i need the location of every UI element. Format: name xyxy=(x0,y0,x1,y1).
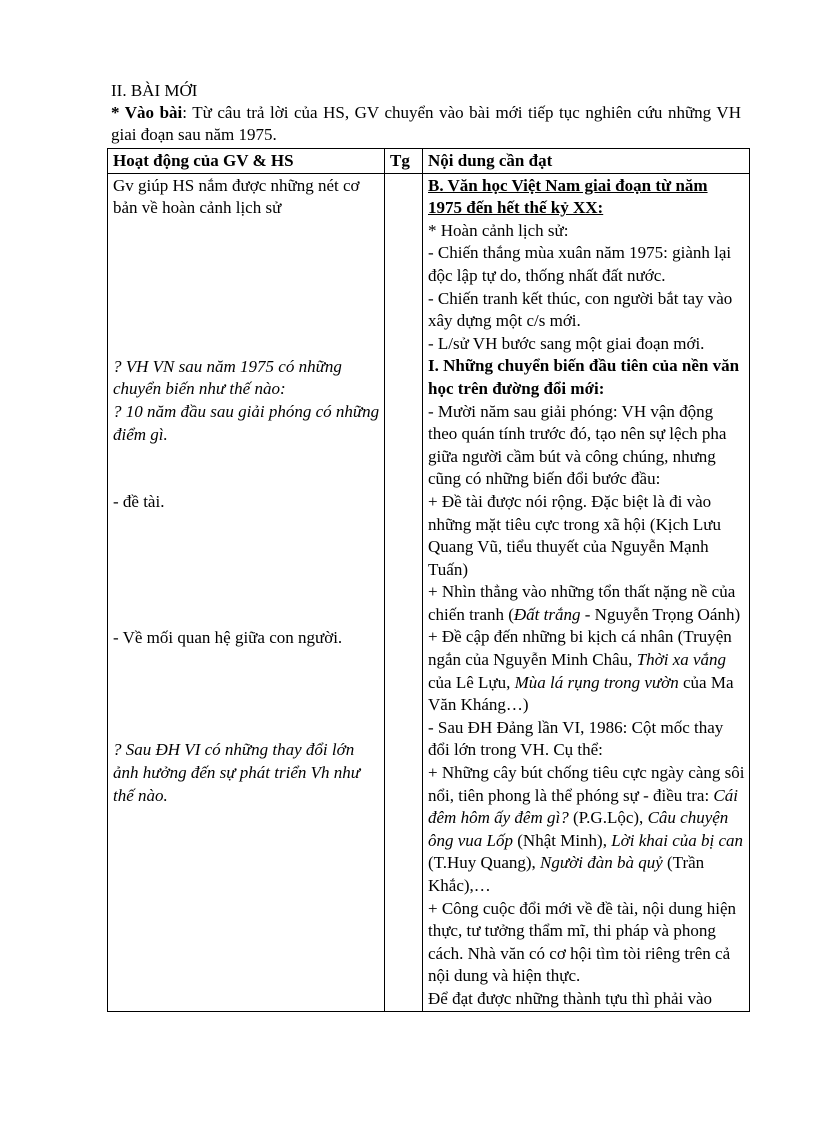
part-1-title: I. Những chuyển biến đầu tiên của nền văn học trên đường đổi mới: xyxy=(428,356,740,398)
topic-point-3: + Đề cập đến những bi kịch cá nhân (Truyện ngắn của Nguyễn Minh Châu, Thời xa vắng của Lê Lựu, Mùa lá rụng trong vườn của Ma Văn Kháng…) xyxy=(428,627,734,715)
table-header-row xyxy=(108,149,750,174)
time-cell xyxy=(385,173,423,1011)
work-title: Thời xa vắng xyxy=(636,650,727,670)
intro-label: * Vào bài xyxy=(111,103,183,122)
work-title: Người đàn bà quỷ xyxy=(540,853,663,873)
header-activities: Hoạt động của GV & HS xyxy=(108,149,385,174)
content-cell xyxy=(423,173,750,1011)
topic-point-2: + Nhìn thẳng vào những tổn thất nặng nề của chiến tranh (Đất trắng - Nguyễn Trọng Oánh) xyxy=(428,582,741,624)
activity-relationships: - Về mối quan hệ giữa con người. xyxy=(113,627,343,647)
header-content: Nội dung cần đạt xyxy=(423,149,750,174)
congress-paragraph: - Sau ĐH Đảng lần VI, 1986: Cột mốc thay đổi lớn trong VH. Cụ thể: xyxy=(428,717,724,760)
activity-context: Gv giúp HS nắm được những nét cơ bản về hoàn cảnh lịch sử xyxy=(113,175,360,218)
context-point-2: - Chiến tranh kết thúc, con người bắt tay vào xây dựng một c/s mới. xyxy=(428,288,733,331)
section-b-title: B. Văn học Việt Nam giai đoạn từ năm 1975 đến hết thế kỷ XX: xyxy=(428,175,708,218)
intro-paragraph xyxy=(111,102,741,146)
renewal-point: + Công cuộc đổi mới về đề tài, nội dung hiện thực, tư tưởng thẩm mĩ, thi pháp và phong cách. Nhà văn có cơ hội tìm tòi riêng trên cả nội dung và hiện thực. xyxy=(428,898,737,986)
section-heading: II. BÀI MỚI xyxy=(111,81,198,100)
work-title: Mùa lá rụng trong vườn xyxy=(514,672,679,692)
context-point-1: - Chiến thắng mùa xuân năm 1975: giành lại độc lập tự do, thống nhất đất nước. xyxy=(428,243,732,285)
work-title: Câu chuyện ông vua Lốp xyxy=(428,808,729,850)
lesson-table xyxy=(107,148,750,1012)
work-title: Đất trắng xyxy=(513,604,581,624)
work-title: Lời khai của bị can xyxy=(611,830,744,850)
question-ten-years: ? 10 năm đầu sau giải phóng có những điểm gì. xyxy=(113,401,380,444)
work-title: Cái đêm hôm ấy đêm gì? xyxy=(428,785,738,828)
activity-topic: - đề tài. xyxy=(113,492,165,512)
intro-text: : Từ câu trả lời của HS, GV chuyển vào bài mới tiếp tục nghiên cứu những VH giai đoạn sau năm 1975. xyxy=(111,103,741,144)
question-changes: ? VH VN sau năm 1975 có những chuyển biến như thế nào: xyxy=(113,356,342,399)
context-label: * Hoàn cảnh lịch sử: xyxy=(428,220,569,240)
context-point-3: - L/sử VH bước sang một giai đoạn mới. xyxy=(428,333,705,353)
header-time: Tg xyxy=(385,149,423,174)
question-congress: ? Sau ĐH VI có những thay đổi lớn ảnh hưởng đến sự phát triển Vh như thế nào. xyxy=(113,740,361,805)
table-body-row xyxy=(108,173,750,1011)
topic-point-1: + Đề tài được nói rộng. Đặc biệt là đi vào những mặt tiêu cực trong xã hội (Kịch Lưu Quang Vũ, tiểu thuyết của Nguyễn Mạnh Tuấn) xyxy=(428,491,721,579)
report-point: + Những cây bút chống tiêu cực ngày càng sôi nổi, tiên phong là thể phóng sự - điều tra: Cái đêm hôm ấy đêm gì? (P.G.Lộc), Câu chuyện ông vua Lốp (Nhật Minh), Lời khai của bị can (T.Huy Quang), Người đàn bà quỷ (Trần Khắc),… xyxy=(428,763,745,895)
ten-years-paragraph: - Mười năm sau giải phóng: VH vận động theo quán tính trước đó, tạo nên sự lệch pha giữa người cầm bút và công chúng, nhưng cũng có những biến đổi bước đầu: xyxy=(428,401,727,489)
activities-cell xyxy=(108,173,385,1011)
last-line: Để đạt được những thành tựu thì phải vào xyxy=(428,988,713,1008)
